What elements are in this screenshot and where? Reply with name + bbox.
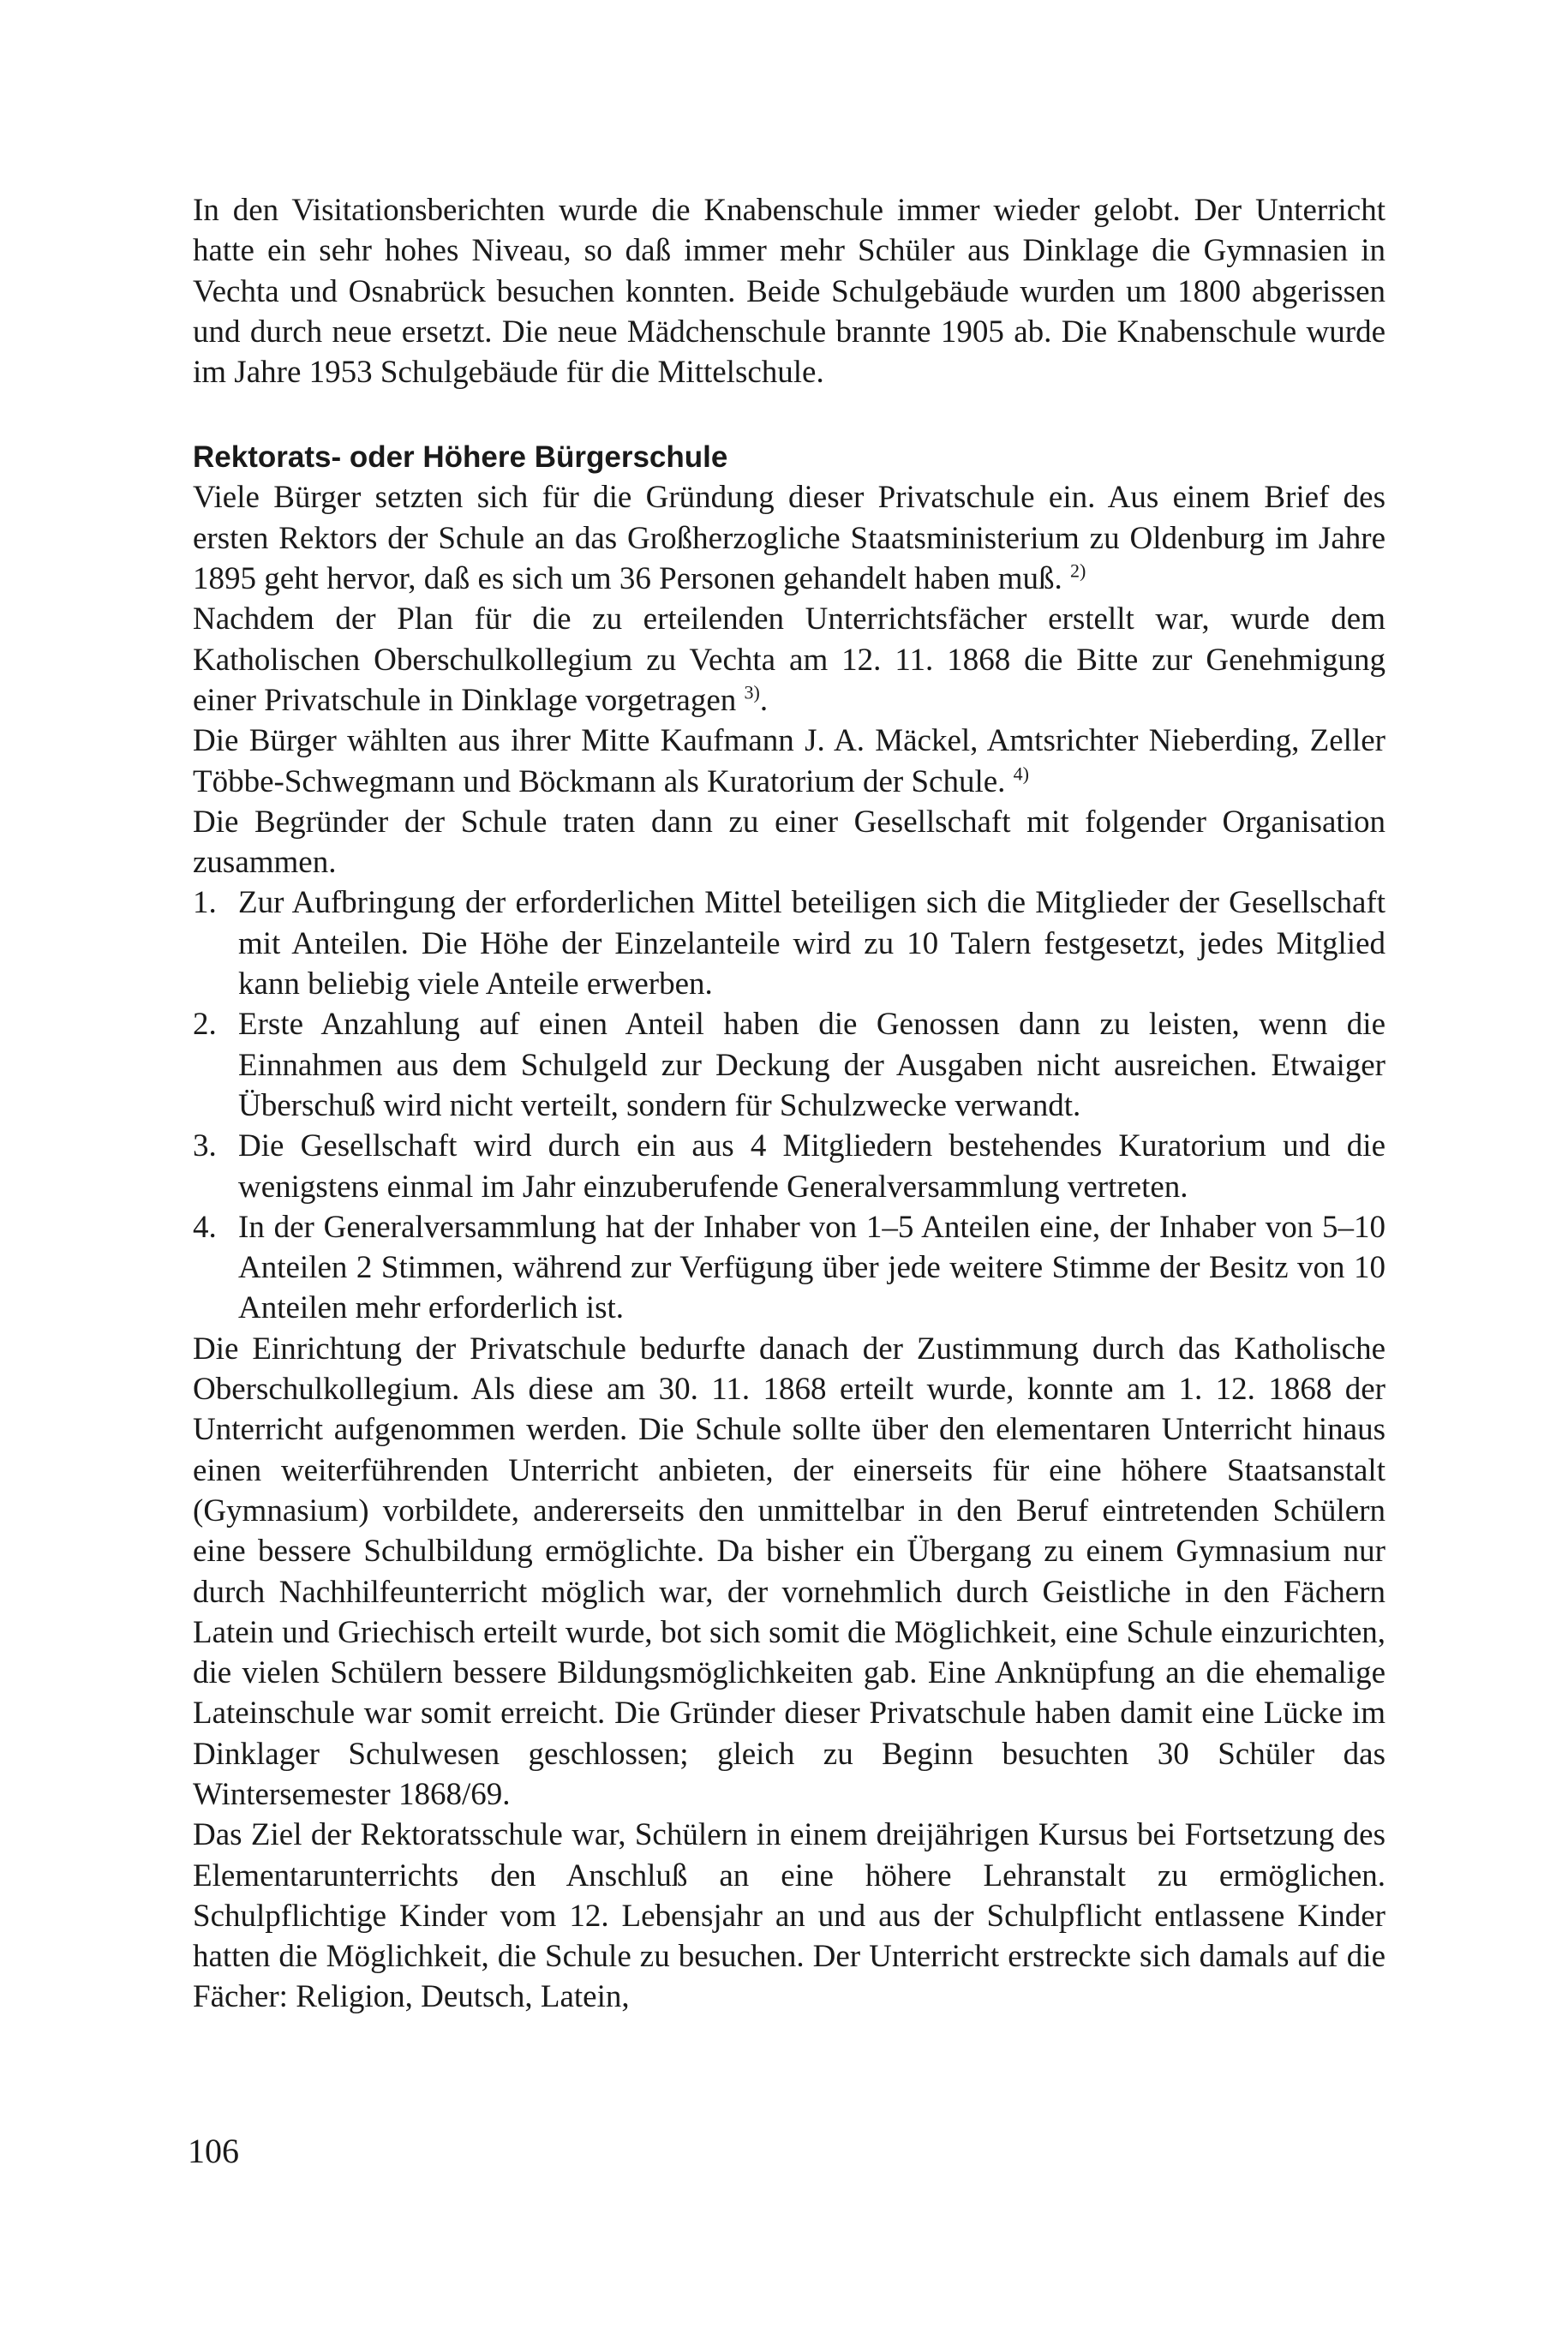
paragraph-school-goal: Das Ziel der Rektoratsschule war, Schülern in einem dreijährigen Kursus bei Fortsetzung des Elementarunterrichts den Anschluß an eine höhere Lehranstalt zu ermöglichen. Schulpflichtige Kinder vom 12. Lebensjahr an und aus der Schulpflicht entlassene Kinder hatten die Möglichkeit, die Schule zu besuchen. Der Unterricht erstreckte sich damals auf die Fächer: Religion, Deutsch, Latein, <box>193 1817 1385 2015</box>
organisation-list <box>193 882 1385 1328</box>
list-item <box>193 1004 1385 1126</box>
paragraph-school-opening: Die Einrichtung der Privatschule bedurfte danach der Zustimmung durch das Katholische Oberschulkollegium. Als diese am 30. 11. 1868 erteilt wurde, konnte am 1. 12. 1868 der Unterricht aufgenommen werden. Die Schule sollte über den elementaren Unterricht hinaus einen weiterführenden Unterricht anbieten, der einerseits für eine höhere Staatsanstalt (Gymnasium) vorbildete, andererseits den unmittelbar in den Beruf eintretenden Schülern eine bessere Schulbildung ermöglichte. Da bisher ein Übergang zu einem Gymnasium nur durch Nachhilfeunterricht möglich war, der vornehmlich durch Geistliche in den Fächern Latein und Griechisch erteilt wurde, bot sich somit die Möglichkeit, eine Schule einzurichten, die vielen Schülern bessere Bildungsmöglichkeiten gab. Eine Anknüpfung an die ehemalige Lateinschule war somit erreicht. Die Gründer dieser Privatschule haben damit eine Lücke im Dinklager Schulwesen geschlossen; gleich zu Beginn besuchten 30 Schüler das Wintersemester 1868/69. <box>193 1331 1385 1812</box>
list-item <box>193 1126 1385 1207</box>
paragraph-text: Viele Bürger setzten sich für die Gründung dieser Privatschule ein. Aus einem Brief des ersten Rektors der Schule an das Großherzogliche Staatsministerium zu Oldenburg im Jahre 1895 geht hervor, daß es sich um 36 Personen gehandelt haben muß. <box>193 480 1385 597</box>
list-item-number: 3. <box>193 1128 217 1164</box>
list-item-text: Erste Anzahlung auf einen Anteil haben die Genossen dann zu leisten, wenn die Einnahmen aus dem Schulgeld zur Deckung der Ausgaben nicht ausreichen. Etwaiger Überschuß wird nicht verteilt, sondern für Schulzwecke verwandt. <box>238 1007 1385 1123</box>
paragraph-organisation-intro: Die Begründer der Schule traten dann zu einer Gesellschaft mit folgender Organisation zusammen. <box>193 804 1385 881</box>
list-item <box>193 1207 1385 1329</box>
intro-paragraph: In den Visitationsberichten wurde die Knabenschule immer wieder gelobt. Der Unterricht hatte ein sehr hohes Niveau, so daß immer mehr Schüler aus Dinklage die Gymnasien in Vechta und Osnabrück besuchen konnten. Beide Schulgebäude wurden um 1800 abgerissen und durch neue ersetzt. Die neue Mädchenschule brannte 1905 ab. Die Knabenschule wurde im Jahre 1953 Schulgebäude für die Mittelschule. <box>193 193 1385 391</box>
page-content <box>193 190 1385 2018</box>
footnote-ref: 4) <box>1013 763 1029 785</box>
paragraph-founding-citizens <box>193 477 1385 599</box>
page-number: 106 <box>188 2132 239 2170</box>
paragraph-text: Nachdem der Plan für die zu erteilenden Unterrichtsfächer erstellt war, wurde dem Katholischen Oberschulkollegium zu Vechta am 12. 11. 1868 die Bitte zur Genehmigung einer Privatschule in Dinklage vorgetragen <box>193 601 1385 718</box>
footnote-ref: 2) <box>1070 559 1086 582</box>
paragraph-text: Die Bürger wählten aus ihrer Mitte Kaufmann J. A. Mäckel, Amtsrichter Nieberding, Zeller Többe-Schwegmann und Böckmann als Kuratorium der Schule. <box>193 723 1385 799</box>
paragraph-kuratorium <box>193 721 1385 802</box>
list-item-text: Die Gesellschaft wird durch ein aus 4 Mitgliedern bestehendes Kuratorium und die wenigstens einmal im Jahr einzuberufende Generalversammlung vertreten. <box>238 1128 1385 1205</box>
section-heading: Rektorats- oder Höhere Bürgerschule <box>193 440 728 475</box>
list-item-text: In der Generalversammlung hat der Inhaber von 1–5 Anteilen eine, der Inhaber von 5–10 Anteilen 2 Stimmen, während zur Verfügung über jede weitere Stimme der Besitz von 10 Anteilen mehr erforderlich ist. <box>238 1209 1385 1326</box>
list-item-number: 2. <box>193 1007 217 1043</box>
list-item-text: Zur Aufbringung der erforderlichen Mittel beteiligen sich die Mitglieder der Gesellschaft mit Anteilen. Die Höhe der Einzelanteile wird zu 10 Talern festgesetzt, jedes Mitglied kann beliebig viele Anteile erwerben. <box>238 885 1385 1002</box>
footnote-ref: 3) <box>744 681 760 703</box>
list-item <box>193 882 1385 1004</box>
paragraph-punctuation: . <box>759 682 769 718</box>
paragraph-plan-request <box>193 599 1385 721</box>
list-item-number: 4. <box>193 1209 217 1245</box>
list-item-number: 1. <box>193 885 217 921</box>
